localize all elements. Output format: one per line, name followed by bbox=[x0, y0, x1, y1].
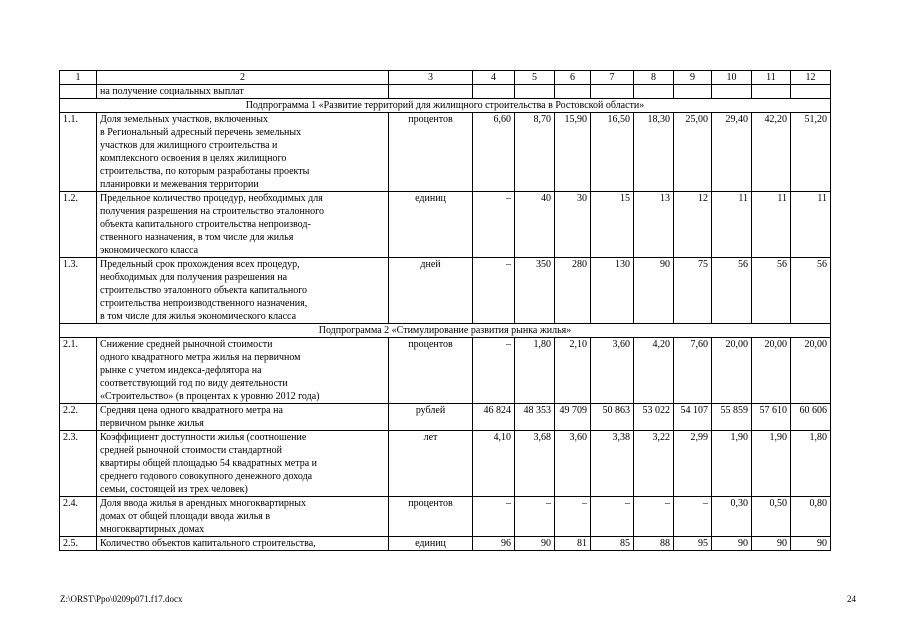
value-cell: 55 859 bbox=[712, 404, 752, 431]
value-cell: 13 bbox=[634, 192, 674, 258]
value-cell: 1,90 bbox=[752, 431, 791, 497]
indicator-name: Коэффициент доступности жилья (соотношение средней рыночной стоимости стандартной квартиры общей площадью 54 квадратных метра и среднего годового совокупного денежного дохода семьи, состоящей из трех человек) bbox=[97, 431, 389, 497]
value-cell: 29,40 bbox=[712, 113, 752, 192]
value-cell: 3,60 bbox=[591, 338, 634, 404]
subprogram-2-title: Подпрограмма 2 «Стимулирование развития рынка жилья» bbox=[60, 324, 831, 338]
row-number: 2.4. bbox=[60, 497, 97, 537]
value-cell: 6,60 bbox=[473, 113, 515, 192]
row-number: 1.1. bbox=[60, 113, 97, 192]
continuation-row bbox=[60, 85, 831, 99]
value-cell: 16,50 bbox=[591, 113, 634, 192]
table-cell bbox=[515, 85, 555, 99]
value-cell: 280 bbox=[555, 258, 591, 324]
indicator-name: Предельный срок прохождения всех процедур, необходимых для получения разрешения на строительство эталонного объекта капитального строительства непроизводственного назначения, в том числе для жилья экономического класса bbox=[97, 258, 389, 324]
value-cell: 46 824 bbox=[473, 404, 515, 431]
value-cell: 1,80 bbox=[791, 431, 831, 497]
page-number: 24 bbox=[847, 594, 856, 604]
header-cell: 3 bbox=[389, 71, 473, 85]
value-cell: – bbox=[634, 497, 674, 537]
value-cell: 88 bbox=[634, 537, 674, 551]
value-cell: 3,68 bbox=[515, 431, 555, 497]
table-cell bbox=[752, 85, 791, 99]
value-cell: 0,80 bbox=[791, 497, 831, 537]
table-cell bbox=[60, 85, 97, 99]
header-cell: 7 bbox=[591, 71, 634, 85]
value-cell: 3,60 bbox=[555, 431, 591, 497]
indicator-name: Доля ввода жилья в арендных многоквартирных домах от общей площади ввода жилья в многоквартирных домах bbox=[97, 497, 389, 537]
unit-cell: единиц bbox=[389, 537, 473, 551]
table-cell bbox=[555, 85, 591, 99]
value-cell: 96 bbox=[473, 537, 515, 551]
value-cell: 25,00 bbox=[674, 113, 712, 192]
continuation-text: на получение социальных выплат bbox=[97, 85, 389, 99]
row-number: 1.2. bbox=[60, 192, 97, 258]
header-cell: 4 bbox=[473, 71, 515, 85]
value-cell: 15,90 bbox=[555, 113, 591, 192]
header-cell: 5 bbox=[515, 71, 555, 85]
indicator-name: Снижение средней рыночной стоимости одного квадратного метра жилья на первичном рынке с учетом индекса-дефлятора на соответствующий год по виду деятельности «Строительство» (в процентах к уровню 2012 года) bbox=[97, 338, 389, 404]
indicator-name: Доля земельных участков, включенных в Региональный адресный перечень земельных участков для жилищного строительства и комплексного освоения в целях жилищного строительства, по которым разработаны проекты планировки и межевания территории bbox=[97, 113, 389, 192]
table-row bbox=[60, 258, 831, 324]
value-cell: 90 bbox=[712, 537, 752, 551]
value-cell: 50 863 bbox=[591, 404, 634, 431]
value-cell: 42,20 bbox=[752, 113, 791, 192]
table-row bbox=[60, 537, 831, 551]
value-cell: – bbox=[591, 497, 634, 537]
value-cell: 4,10 bbox=[473, 431, 515, 497]
indicator-name: Количество объектов капитального строительства, bbox=[97, 537, 389, 551]
value-cell: 1,80 bbox=[515, 338, 555, 404]
table-row bbox=[60, 113, 831, 192]
unit-cell: лет bbox=[389, 431, 473, 497]
value-cell: 20,00 bbox=[791, 338, 831, 404]
row-number: 2.3. bbox=[60, 431, 97, 497]
table-cell bbox=[389, 85, 473, 99]
subprogram-1-title: Подпрограмма 1 «Развитие территорий для жилищного строительства в Ростовской области» bbox=[60, 99, 831, 113]
value-cell: – bbox=[674, 497, 712, 537]
value-cell: 12 bbox=[674, 192, 712, 258]
header-cell: 8 bbox=[634, 71, 674, 85]
value-cell: 85 bbox=[591, 537, 634, 551]
value-cell: – bbox=[555, 497, 591, 537]
value-cell: 11 bbox=[712, 192, 752, 258]
indicators-table bbox=[59, 70, 831, 551]
value-cell: 54 107 bbox=[674, 404, 712, 431]
value-cell: 2,99 bbox=[674, 431, 712, 497]
table-cell bbox=[473, 85, 515, 99]
value-cell: 20,00 bbox=[712, 338, 752, 404]
value-cell: 40 bbox=[515, 192, 555, 258]
table-cell bbox=[634, 85, 674, 99]
value-cell: 60 606 bbox=[791, 404, 831, 431]
unit-cell: единиц bbox=[389, 192, 473, 258]
value-cell: 0,50 bbox=[752, 497, 791, 537]
value-cell: 53 022 bbox=[634, 404, 674, 431]
value-cell: 2,10 bbox=[555, 338, 591, 404]
value-cell: 56 bbox=[712, 258, 752, 324]
row-number: 1.3. bbox=[60, 258, 97, 324]
value-cell: – bbox=[473, 192, 515, 258]
value-cell: 20,00 bbox=[752, 338, 791, 404]
value-cell: – bbox=[473, 338, 515, 404]
table-body bbox=[60, 71, 831, 551]
header-cell: 10 bbox=[712, 71, 752, 85]
header-cell: 1 bbox=[60, 71, 97, 85]
value-cell: 7,60 bbox=[674, 338, 712, 404]
unit-cell: процентов bbox=[389, 338, 473, 404]
value-cell: 75 bbox=[674, 258, 712, 324]
table-cell bbox=[712, 85, 752, 99]
value-cell: 57 610 bbox=[752, 404, 791, 431]
indicator-name: Средняя цена одного квадратного метра на первичном рынке жилья bbox=[97, 404, 389, 431]
value-cell: 90 bbox=[791, 537, 831, 551]
value-cell: 3,38 bbox=[591, 431, 634, 497]
value-cell: – bbox=[515, 497, 555, 537]
value-cell: 56 bbox=[791, 258, 831, 324]
table-row bbox=[60, 404, 831, 431]
value-cell: 95 bbox=[674, 537, 712, 551]
value-cell: 18,30 bbox=[634, 113, 674, 192]
row-number: 2.1. bbox=[60, 338, 97, 404]
value-cell: 90 bbox=[634, 258, 674, 324]
header-cell: 9 bbox=[674, 71, 712, 85]
value-cell: – bbox=[473, 497, 515, 537]
table-cell bbox=[791, 85, 831, 99]
footer-file-path: Z:\ORST\Ppo\0209p071.f17.docx bbox=[60, 594, 183, 604]
column-number-row bbox=[60, 71, 831, 85]
table-row bbox=[60, 192, 831, 258]
value-cell: 0,30 bbox=[712, 497, 752, 537]
unit-cell: процентов bbox=[389, 497, 473, 537]
value-cell: 49 709 bbox=[555, 404, 591, 431]
value-cell: 81 bbox=[555, 537, 591, 551]
value-cell: 30 bbox=[555, 192, 591, 258]
indicator-name: Предельное количество процедур, необходимых для получения разрешения на строительство эталонного объекта капитального строительства непроизвод- ственного назначения, в том числе для жилья экономического класса bbox=[97, 192, 389, 258]
value-cell: 90 bbox=[752, 537, 791, 551]
value-cell: 48 353 bbox=[515, 404, 555, 431]
value-cell: 130 bbox=[591, 258, 634, 324]
row-number: 2.5. bbox=[60, 537, 97, 551]
subprogram-row bbox=[60, 99, 831, 113]
value-cell: 4,20 bbox=[634, 338, 674, 404]
row-number: 2.2. bbox=[60, 404, 97, 431]
table-cell bbox=[674, 85, 712, 99]
unit-cell: рублей bbox=[389, 404, 473, 431]
value-cell: 51,20 bbox=[791, 113, 831, 192]
unit-cell: процентов bbox=[389, 113, 473, 192]
table-cell bbox=[591, 85, 634, 99]
header-cell: 6 bbox=[555, 71, 591, 85]
table-row bbox=[60, 497, 831, 537]
value-cell: 90 bbox=[515, 537, 555, 551]
value-cell: 1,90 bbox=[712, 431, 752, 497]
table-row bbox=[60, 338, 831, 404]
value-cell: – bbox=[473, 258, 515, 324]
unit-cell: дней bbox=[389, 258, 473, 324]
header-cell: 12 bbox=[791, 71, 831, 85]
subprogram-row bbox=[60, 324, 831, 338]
value-cell: 11 bbox=[791, 192, 831, 258]
header-cell: 2 bbox=[97, 71, 389, 85]
value-cell: 15 bbox=[591, 192, 634, 258]
table-row bbox=[60, 431, 831, 497]
value-cell: 8,70 bbox=[515, 113, 555, 192]
value-cell: 11 bbox=[752, 192, 791, 258]
value-cell: 350 bbox=[515, 258, 555, 324]
header-cell: 11 bbox=[752, 71, 791, 85]
value-cell: 3,22 bbox=[634, 431, 674, 497]
value-cell: 56 bbox=[752, 258, 791, 324]
